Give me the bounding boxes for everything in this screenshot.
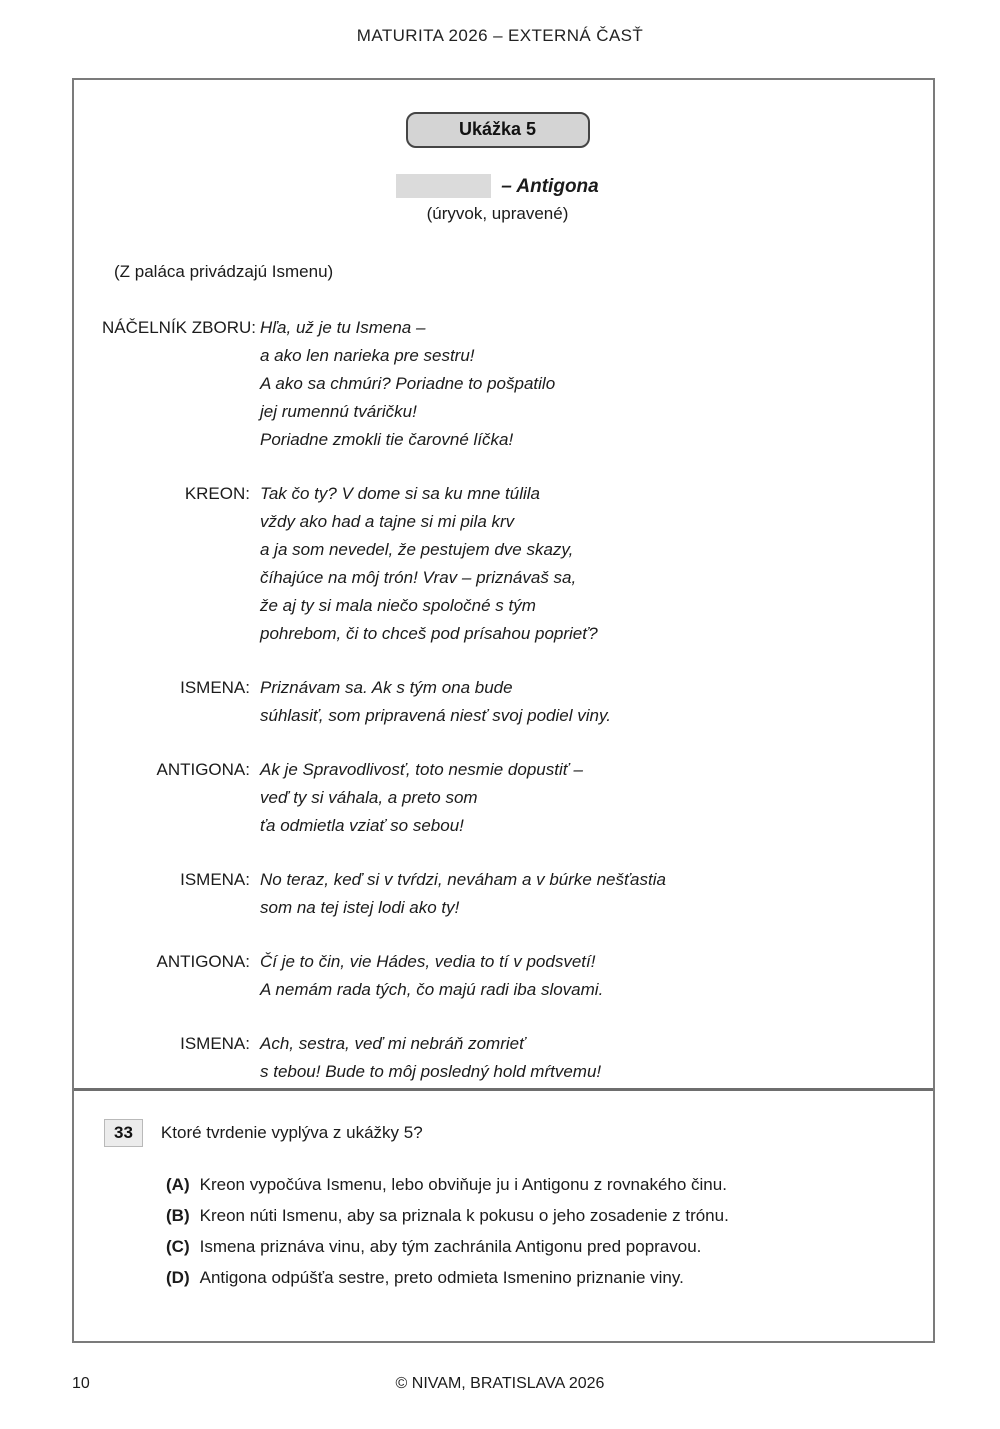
speech-antigona-2	[102, 948, 893, 1004]
option-b-label: (B)	[166, 1206, 190, 1225]
speech-line: som na tej istej lodi ako ty!	[260, 898, 460, 917]
speech-line: A nemám rada tých, čo majú radi iba slovami.	[260, 980, 604, 999]
option-d	[166, 1262, 903, 1293]
redacted-author-box	[396, 174, 491, 198]
speaker-label: ISMENA:	[180, 1034, 250, 1053]
question-section	[74, 1091, 933, 1341]
speech-ismena-2	[102, 866, 893, 922]
speech-line: číhajúce na môj trón! Vrav – priznávaš sa,	[260, 568, 577, 587]
speech-line: a ako len narieka pre sestru!	[260, 346, 475, 365]
option-a	[166, 1169, 903, 1200]
speaker-label: NÁČELNÍK ZBORU:	[102, 318, 256, 337]
speech-line: Ak je Spravodlivosť, toto nesmie dopustiť –	[260, 760, 583, 779]
speech-antigona-1	[102, 756, 893, 840]
excerpt-subtitle: (úryvok, upravené)	[426, 204, 569, 223]
excerpt-title-text: – Antigona	[501, 176, 599, 197]
speech-line: Priznávam sa. Ak s tým ona bude	[260, 678, 513, 697]
speech-line: vždy ako had a tajne si mi pila krv	[260, 512, 515, 531]
option-b	[166, 1200, 903, 1231]
speech-line: No teraz, keď si v tvŕdzi, neváham a v búrke nešťastia	[260, 870, 666, 889]
option-d-text: Antigona odpúšťa sestre, preto odmieta Ismenino priznanie viny.	[199, 1268, 684, 1287]
option-b-text: Kreon núti Ismenu, aby sa priznala k pokusu o jeho zosadenie z trónu.	[199, 1206, 729, 1225]
question-header	[104, 1119, 903, 1147]
option-c-text: Ismena priznáva vinu, aby tým zachránila Antigonu pred popravou.	[199, 1237, 702, 1256]
speech-line: Ach, sestra, veď mi nebráň zomrieť	[260, 1034, 526, 1053]
speaker-label: ANTIGONA:	[156, 760, 250, 779]
speech-line: Poriadne zmokli tie čarovné líčka!	[260, 430, 514, 449]
speech-line: súhlasiť, som pripravená niesť svoj podiel viny.	[260, 706, 611, 725]
speech-line: s tebou! Bude to môj posledný hold mŕtvemu!	[260, 1062, 602, 1081]
speech-lines	[260, 480, 893, 648]
speech-line: Hľa, už je tu Ismena –	[260, 318, 426, 337]
speech-line: veď ty si váhala, a preto som	[260, 788, 478, 807]
speech-line: jej rumennú tváričku!	[260, 402, 417, 421]
speech-ismena-1	[102, 674, 893, 730]
excerpt-badge: Ukážka 5	[406, 112, 590, 148]
speech-lines	[260, 1030, 893, 1086]
speaker-label: ISMENA:	[180, 870, 250, 889]
speaker-label: KREON:	[184, 484, 250, 503]
question-text: Ktoré tvrdenie vyplýva z ukážky 5?	[160, 1123, 423, 1142]
option-a-text: Kreon vypočúva Ismenu, lebo obviňuje ju i Antigonu z rovnakého činu.	[199, 1175, 727, 1194]
page-header: MATURITA 2026 – EXTERNÁ ČASŤ	[356, 26, 644, 45]
option-c	[166, 1231, 903, 1262]
stage-direction: (Z paláca privádzajú Ismenu)	[114, 262, 334, 281]
excerpt-section	[74, 80, 933, 1088]
speech-line: že aj ty si mala niečo spoločné s tým	[260, 596, 536, 615]
speech-lines	[260, 866, 893, 922]
speech-line: a ja som nevedel, že pestujem dve skazy,	[260, 540, 574, 559]
speech-line: A ako sa chmúri? Poriadne to pošpatilo	[260, 374, 556, 393]
page-number: 10	[72, 1375, 90, 1392]
speech-kreon	[102, 480, 893, 648]
speech-lines	[260, 756, 893, 840]
option-a-label: (A)	[166, 1175, 190, 1194]
speaker-label: ISMENA:	[180, 678, 250, 697]
speech-lines	[260, 674, 893, 730]
copyright-text: © NIVAM, BRATISLAVA 2026	[395, 1375, 605, 1392]
option-c-label: (C)	[166, 1237, 190, 1256]
option-d-label: (D)	[166, 1268, 190, 1287]
speech-lines	[260, 314, 893, 454]
excerpt-title	[102, 174, 893, 198]
speaker-label: ANTIGONA:	[156, 952, 250, 971]
speech-line: ťa odmietla vziať so sebou!	[260, 816, 464, 835]
excerpt-and-question-box	[72, 78, 935, 1343]
speech-line: Čí je to čin, vie Hádes, vedia to tí v podsvetí!	[260, 952, 596, 971]
speech-ismena-3	[102, 1030, 893, 1086]
speech-lines	[260, 948, 893, 1004]
speech-nacelnik-zboru	[102, 314, 893, 454]
page-footer	[0, 1375, 1000, 1393]
answer-options	[166, 1169, 903, 1293]
speech-line: Tak čo ty? V dome si sa ku mne túlila	[260, 484, 541, 503]
dialogue	[102, 314, 893, 1086]
question-number-badge: 33	[104, 1119, 143, 1147]
speech-line: pohrebom, či to chceš pod prísahou poprieť?	[260, 624, 598, 643]
